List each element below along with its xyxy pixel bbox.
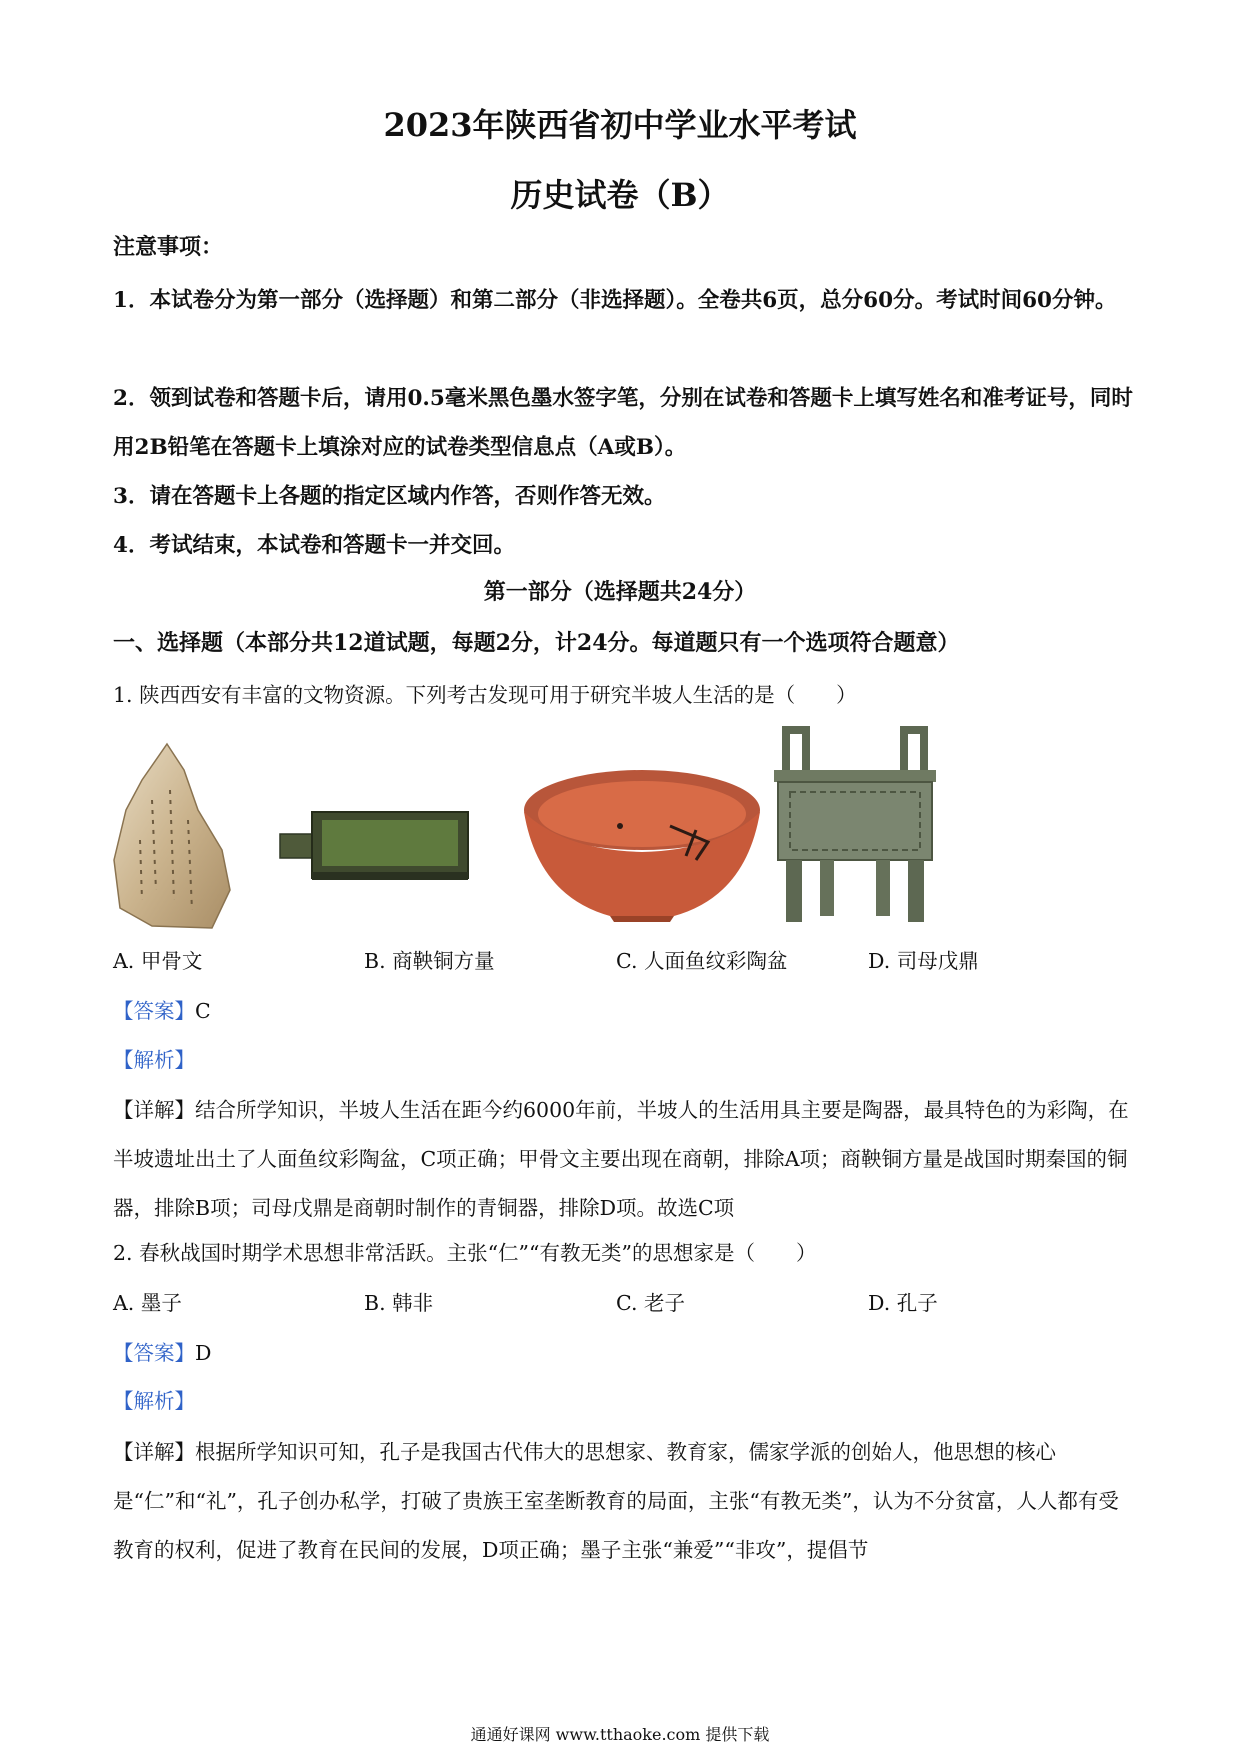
q2-analysis-tag: 【解析】 xyxy=(113,1389,195,1413)
q2-detail-tag: 【详解】 xyxy=(113,1440,195,1464)
notice-item-4: 4．考试结束，本试卷和答题卡一并交回。 xyxy=(113,533,515,558)
notice-item-1: 1．本试卷分为第一部分（选择题）和第二部分（非选择题）。全卷共6页，总分60分。考试时间60分钟。 xyxy=(113,288,1117,313)
part1-title: 第一部分（选择题共24分） xyxy=(483,579,757,605)
notice-label: 注意事项： xyxy=(113,234,224,260)
exam-subtitle: 历史试卷（B） xyxy=(510,176,730,214)
q2-option-b: B. 韩非 xyxy=(364,1291,434,1315)
q2-answer xyxy=(113,1336,211,1366)
q2-answer-tag: 【答案】 xyxy=(113,1341,195,1365)
q1-analysis-tag: 【解析】 xyxy=(113,1048,195,1072)
footer-text: 通通好课网 www.tthaoke.com 提供下载 xyxy=(470,1725,770,1744)
q1-detail xyxy=(113,1086,1133,1233)
q2-option-d: D. 孔子 xyxy=(868,1291,938,1315)
q2-detail-text: 根据所学知识可知，孔子是我国古代伟大的思想家、教育家，儒家学派的创始人，他思想的核心是“仁”和“礼”，孔子创办私学，打破了贵族王室垄断教育的局面，主张“有教无类”，认为不分贫富，人人都有受教育的权利，促进了教育在民间的发展，D项正确；墨子主张“兼爱”“非攻”，提倡节 xyxy=(113,1440,1119,1562)
q1-option-c: C. 人面鱼纹彩陶盆 xyxy=(616,949,788,973)
bronze-measure-image xyxy=(276,806,472,886)
q1-option-d: D. 司母戊鼎 xyxy=(868,949,979,973)
section1-title: 一、选择题（本部分共12道试题，每题2分，计24分。每道题只有一个选项符合题意） xyxy=(113,630,960,656)
q2-option-a: A. 墨子 xyxy=(113,1291,182,1315)
q1-detail-text: 结合所学知识，半坡人生活在距今约6000年前，半坡人的生活用具主要是陶器，最具特色的为彩陶，在半坡遗址出土了人面鱼纹彩陶盆，C项正确；甲骨文主要出现在商朝，排除A项；商鞅铜方量是战国时期秦国的铜器，排除B项；司母戊鼎是商朝时制作的青铜器，排除D项。故选C项 xyxy=(113,1098,1129,1220)
pottery-basin-image xyxy=(520,766,764,924)
oracle-bone-image xyxy=(112,740,234,932)
q1-answer-tag: 【答案】 xyxy=(113,999,195,1023)
q1-option-a: A. 甲骨文 xyxy=(113,949,203,973)
q1-answer xyxy=(113,994,211,1024)
notice-item-2: 2．领到试卷和答题卡后，请用0.5毫米黑色墨水签字笔，分别在试卷和答题卡上填写姓名和准考证号，同时用2B铅笔在答题卡上填涂对应的试卷类型信息点（A或B）。 xyxy=(113,386,1133,460)
q2-answer-value: D xyxy=(195,1341,212,1365)
notice-item-3: 3．请在答题卡上各题的指定区域内作答，否则作答无效。 xyxy=(113,484,666,509)
simuwu-ding-image xyxy=(766,726,944,926)
question-2-stem: 2. 春秋战国时期学术思想非常活跃。主张“仁”“有教无类”的思想家是（ ） xyxy=(113,1241,817,1265)
q2-option-c: C. 老子 xyxy=(616,1291,685,1315)
q2-detail xyxy=(113,1428,1133,1575)
q1-detail-tag: 【详解】 xyxy=(113,1098,195,1122)
q1-answer-value: C xyxy=(195,999,211,1023)
exam-title: 2023年陕西省初中学业水平考试 xyxy=(383,106,857,144)
q1-option-b: B. 商鞅铜方量 xyxy=(364,949,495,973)
question-1-stem: 1. 陕西西安有丰富的文物资源。下列考古发现可用于研究半坡人生活的是（ ） xyxy=(113,683,857,707)
